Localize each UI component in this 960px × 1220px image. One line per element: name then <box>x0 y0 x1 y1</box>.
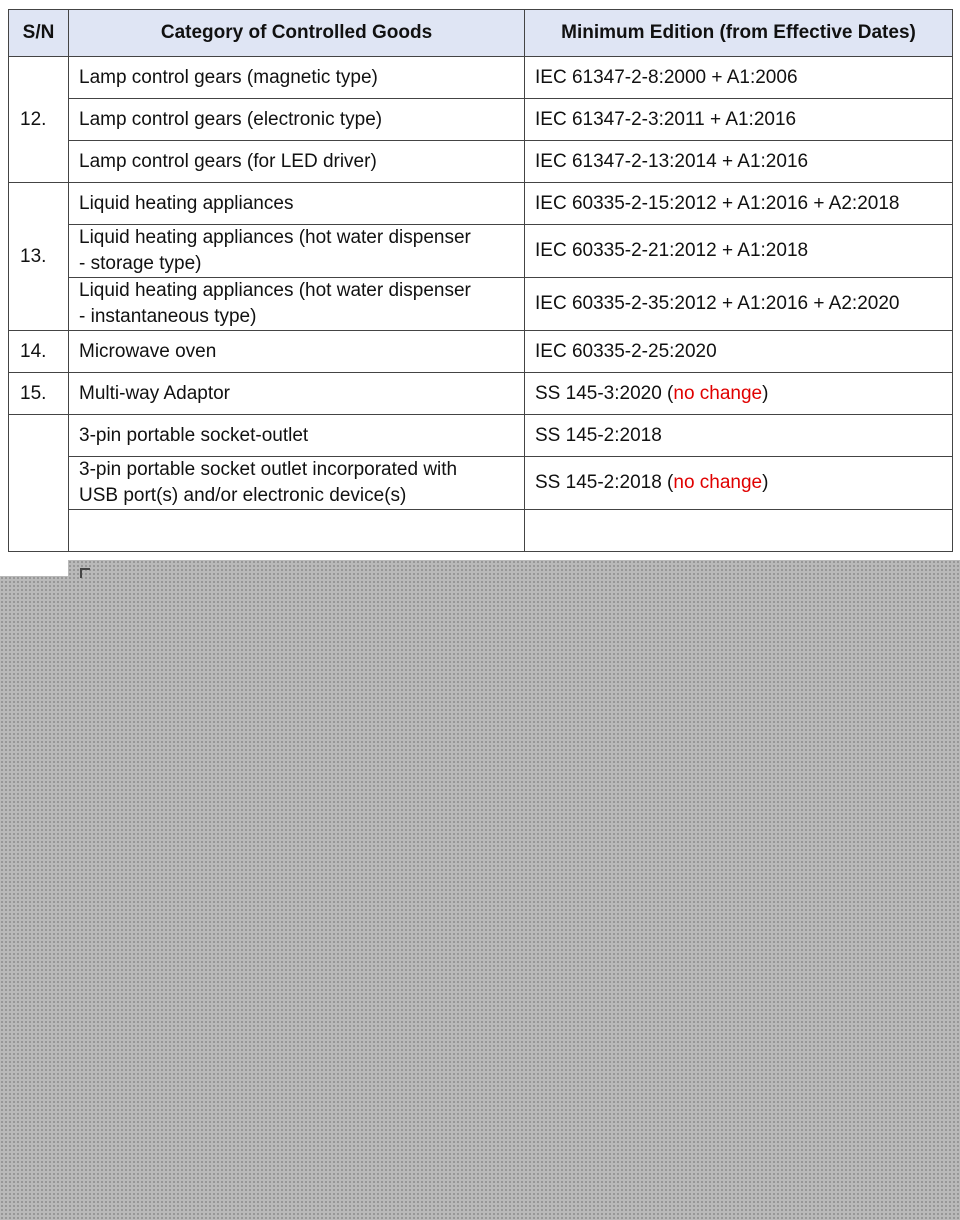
row-edition: IEC 60335-2-25:2020 <box>525 331 953 373</box>
row-category: 3-pin portable socket-outlet <box>69 415 525 457</box>
no-change-note: no change <box>673 382 763 404</box>
row-edition <box>525 457 953 510</box>
row-category <box>69 278 525 331</box>
edition-text: SS 145-2:2018 ( <box>535 472 674 493</box>
row-sn-empty <box>9 415 69 552</box>
row-category: Lamp control gears (electronic type) <box>69 99 525 141</box>
table-row <box>9 225 953 278</box>
row-category-line: USB port(s) and/or electronic device(s) <box>79 485 407 506</box>
row-edition: IEC 60335-2-21:2012 + A1:2018 <box>525 225 953 278</box>
table-row <box>9 183 953 225</box>
row-category-line: Liquid heating appliances (hot water dispenser <box>79 227 471 248</box>
row-edition: IEC 61347-2-13:2014 + A1:2016 <box>525 141 953 183</box>
row-edition <box>525 373 953 415</box>
row-sn: 13. <box>9 183 69 331</box>
controlled-goods-table <box>8 9 953 552</box>
partial-text-glyph <box>80 568 90 578</box>
row-sn: 15. <box>9 373 69 415</box>
table-row <box>9 278 953 331</box>
header-edition: Minimum Edition (from Effective Dates) <box>525 10 953 57</box>
row-edition: IEC 61347-2-3:2011 + A1:2016 <box>525 99 953 141</box>
table-row <box>9 373 953 415</box>
row-category-line: - storage type) <box>79 253 202 274</box>
table-row <box>9 415 953 457</box>
row-edition: SS 145-2:2018 <box>525 415 953 457</box>
table-row <box>9 141 953 183</box>
edition-close: ) <box>762 472 769 493</box>
row-edition-partial <box>525 510 953 552</box>
table-row <box>9 457 953 510</box>
header-category: Category of Controlled Goods <box>69 10 525 57</box>
row-category-partial <box>69 510 525 552</box>
row-category <box>69 225 525 278</box>
table-row <box>9 331 953 373</box>
row-category: Multi-way Adaptor <box>69 373 525 415</box>
row-category-line: 3-pin portable socket outlet incorporated with <box>79 459 458 480</box>
page-margin-strip <box>0 560 68 576</box>
masked-region <box>0 560 960 1220</box>
row-category: Lamp control gears (magnetic type) <box>69 57 525 99</box>
row-category-line: - instantaneous type) <box>79 306 257 327</box>
row-sn: 14. <box>9 331 69 373</box>
row-category-line: Liquid heating appliances (hot water dispenser <box>79 280 471 301</box>
row-sn: 12. <box>9 57 69 183</box>
row-category: Microwave oven <box>69 331 525 373</box>
table-header-row <box>9 10 953 57</box>
edition-close: ) <box>762 382 769 404</box>
row-category: Liquid heating appliances <box>69 183 525 225</box>
row-edition: IEC 61347-2-8:2000 + A1:2006 <box>525 57 953 99</box>
row-edition: IEC 60335-2-15:2012 + A1:2016 + A2:2018 <box>525 183 953 225</box>
no-change-note: no change <box>673 472 763 493</box>
header-sn: S/N <box>9 10 69 57</box>
row-category: Lamp control gears (for LED driver) <box>69 141 525 183</box>
edition-text: SS 145-3:2020 ( <box>535 382 674 404</box>
table-row <box>9 57 953 99</box>
table-row <box>9 99 953 141</box>
row-edition: IEC 60335-2-35:2012 + A1:2016 + A2:2020 <box>525 278 953 331</box>
table-row-partial <box>9 510 953 552</box>
row-category <box>69 457 525 510</box>
